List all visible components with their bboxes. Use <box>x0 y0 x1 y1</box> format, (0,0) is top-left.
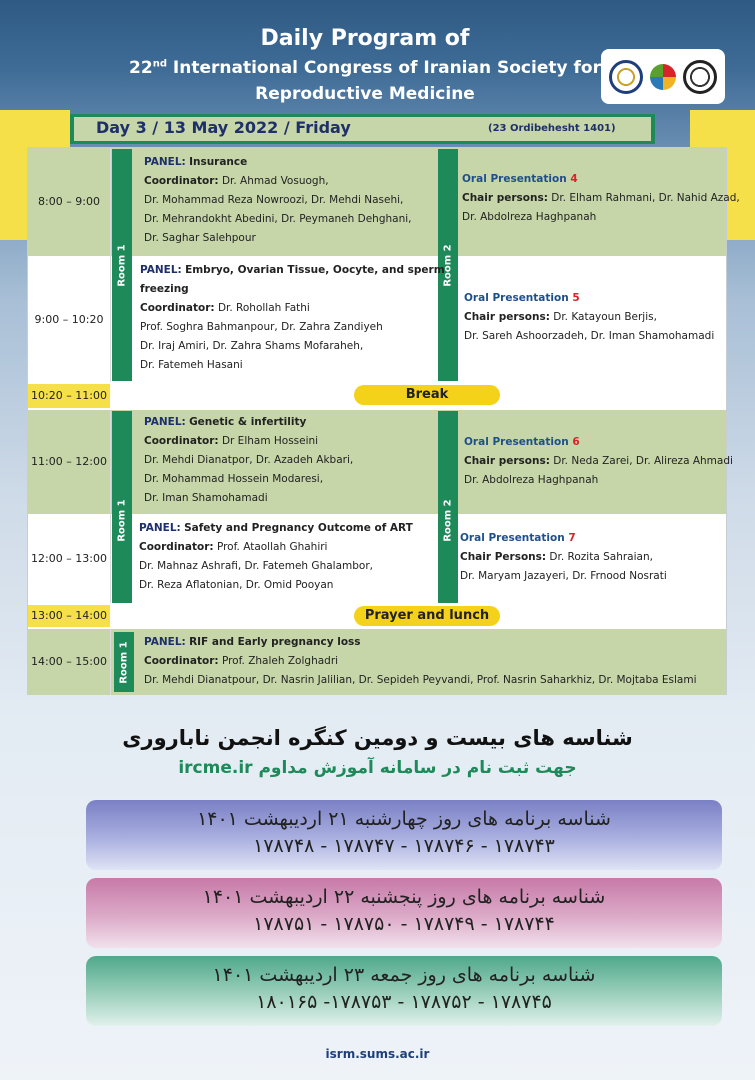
society-name: Reproductive Medicine <box>255 84 475 104</box>
congress-logo-icon <box>650 64 676 90</box>
room2-label: Room 2 <box>438 149 458 381</box>
oral-presentation-7: Oral Presentation 7 Chair Persons: Dr. Rozita Sahraian, Dr. Maryam Jazayeri, Dr. Frnood Nosrati <box>460 532 667 582</box>
panel-genetic-infertility: PANEL: Genetic & infertility Coordinator: Dr Elham Hosseini Dr. Mehdi Dianatpor, Dr. Azadeh Akbari, Dr. Mohammad Hossein Modaresi, Dr. Iman Shamohamadi <box>144 416 354 504</box>
room1-label: Room 1 <box>114 632 134 692</box>
schedule-table <box>27 147 740 695</box>
day-subtitle: (23 Ordibehesht 1401) <box>488 123 616 134</box>
farsi-title: شناسه های بیست و دومین کنگره انجمن ناباروری <box>122 726 633 750</box>
logos-panel <box>601 49 725 104</box>
time-slot: 8:00 – 9:00 <box>38 195 100 208</box>
farsi-subtitle: جهت ثبت نام در سامانه آموزش مداوم ircme.ir <box>178 758 577 778</box>
ids-thursday-title: شناسه برنامه های روز پنجشنبه ۲۲ اردیبهشت ۱۴۰۱ <box>202 886 606 908</box>
time-slot: 12:00 – 13:00 <box>31 552 107 565</box>
ids-friday-box <box>86 956 722 1026</box>
time-slot: 10:20 – 11:00 <box>28 384 110 408</box>
ids-friday-title: شناسه برنامه های روز جمعه ۲۳ اردیبهشت ۱۴۰۱ <box>212 964 596 986</box>
congress-number: 22 <box>129 58 153 78</box>
congress-title-text: International Congress of Iranian Society for <box>167 58 601 78</box>
ids-wednesday-title: شناسه برنامه های روز چهارشنبه ۲۱ اردیبهشت ۱۴۰۱ <box>197 808 611 830</box>
congress-ordinal: nd <box>152 58 167 70</box>
lunch-label: Prayer and lunch <box>354 606 500 626</box>
ids-thursday-box <box>86 878 722 948</box>
university-logo-icon <box>609 60 643 94</box>
time-slot: 9:00 – 10:20 <box>34 313 104 326</box>
oral-presentation-6: Oral Presentation 6 Chair persons: Dr. Neda Zarei, Dr. Alireza Ahmadi Dr. Abdolreza Haghpanah <box>464 436 733 486</box>
ids-wednesday-codes: ۱۷۸۷۴۳ - ۱۷۸۷۴۶ - ۱۷۸۷۴۷ - ۱۷۸۷۴۸ <box>253 835 555 857</box>
time-slot: 11:00 – 12:00 <box>31 455 107 468</box>
room1-label: Room 1 <box>112 411 132 629</box>
panel-insurance: PANEL: Insurance Coordinator: Dr. Ahmad Vosuogh, Dr. Mohammad Reza Nowroozi, Dr. Mehdi Nasehi, Dr. Mehrandokht Abedini, Dr. Peymaneh Dehghani, Dr. Saghar Salehpour <box>144 156 412 244</box>
page-title: Daily Program of <box>260 26 470 51</box>
break-label: Break <box>354 385 500 405</box>
oral-presentation-4: Oral Presentation 4 Chair persons: Dr. Elham Rahmani, Dr. Nahid Azad, Dr. Abdolreza Haghpanah <box>462 173 740 223</box>
day-title: Day 3 / 13 May 2022 / Friday <box>96 118 351 137</box>
panel-embryo-freezing: PANEL: Embryo, Ovarian Tissue, Oocyte, and sperm freezing Coordinator: Dr. Rohollah Fathi Prof. Soghra Bahmanpour, Dr. Zahra Zandiyeh Dr. Iraj Amiri, Dr. Zahra Shams Mofaraheh, Dr. Fatemeh Hasani <box>140 264 445 371</box>
ids-friday-codes: ۱۷۸۷۴۵ - ۱۷۸۷۵۲ - ۱۷۸۷۵۳- ۱۸۰۱۶۵ <box>256 991 552 1013</box>
society-logo-icon <box>683 60 717 94</box>
ids-wednesday-box <box>86 800 722 870</box>
time-slot: 14:00 – 15:00 <box>31 655 107 668</box>
time-slot: 13:00 – 14:00 <box>28 605 110 627</box>
panel-art-safety: PANEL: Safety and Pregnancy Outcome of ART Coordinator: Prof. Ataollah Ghahiri Dr. Mahnaz Ashrafi, Dr. Fatemeh Ghalambor, Dr. Reza Aflatonian, Dr. Omid Pooyan <box>139 522 413 591</box>
ids-thursday-codes: ۱۷۸۷۴۴ - ۱۷۸۷۴۹ - ۱۷۸۷۵۰ - ۱۷۸۷۵۱ <box>253 913 555 935</box>
footer-url[interactable]: isrm.sums.ac.ir <box>325 1047 430 1061</box>
room1-label: Room 1 <box>112 149 132 381</box>
oral-presentation-5: Oral Presentation 5 Chair persons: Dr. Katayoun Berjis, Dr. Sareh Ashoorzadeh, Dr. Iman Shamohamadi <box>464 292 715 342</box>
panel-rif-pregnancy-loss: PANEL: RIF and Early pregnancy loss Coordinator: Prof. Zhaleh Zolghadri Dr. Mehdi Dianatpour, Dr. Nasrin Jalilian, Dr. Sepideh Peyvandi, Prof. Nasrin Saharkhiz, Dr. Mojtaba Eslami <box>144 636 697 686</box>
room2-label: Room 2 <box>438 411 458 629</box>
